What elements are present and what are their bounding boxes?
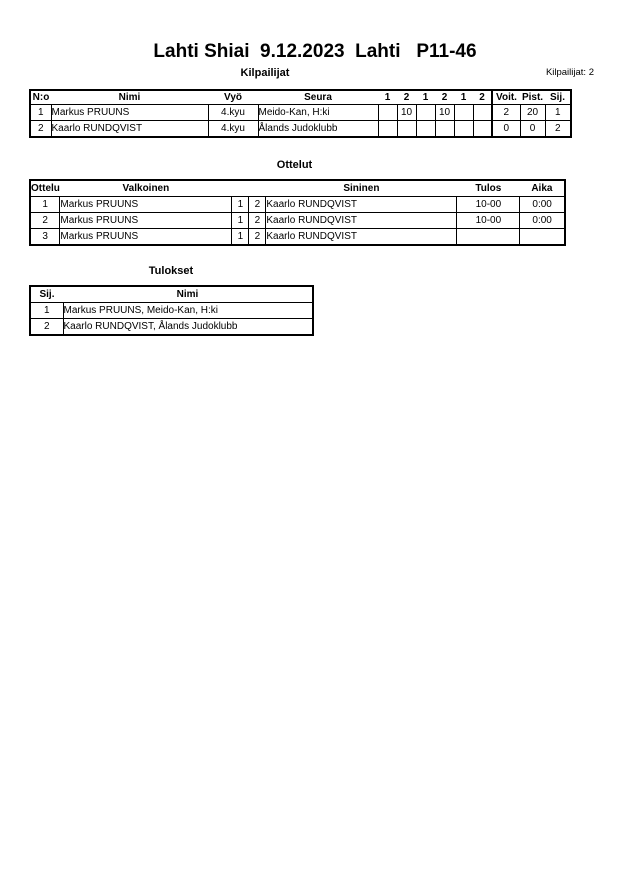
cell-score: 10 xyxy=(435,105,454,121)
cell-score xyxy=(435,121,454,138)
col-header-no: N:o xyxy=(30,90,51,105)
cell-match-no: 1 xyxy=(30,197,60,213)
col-header-match5: 1 xyxy=(454,90,473,105)
col-header-match2: 2 xyxy=(397,90,416,105)
kilpailijat-table xyxy=(29,89,572,138)
section-title-tulokset: Tulokset xyxy=(148,265,194,277)
col-header-vyo: Vyö xyxy=(208,90,258,105)
col-header-seura: Seura xyxy=(258,90,378,105)
cell-aika xyxy=(520,229,565,246)
section-title-kilpailijat: Kilpailijat xyxy=(240,67,290,79)
cell-tulos: 10-00 xyxy=(457,197,520,213)
cell-flag2: 2 xyxy=(249,197,266,213)
cell-no: 2 xyxy=(30,121,51,138)
cell-score: 10 xyxy=(397,105,416,121)
cell-voit: 0 xyxy=(492,121,520,138)
cell-score xyxy=(454,105,473,121)
col-header-ottelu: Ottelu xyxy=(30,180,60,197)
cell-score xyxy=(454,121,473,138)
cell-seura: Meido-Kan, H:ki xyxy=(258,105,378,121)
col-header-pist: Pist. xyxy=(521,92,544,103)
col-header-match3: 1 xyxy=(416,90,435,105)
cell-flag1: 1 xyxy=(232,197,249,213)
section-title-ottelut: Ottelut xyxy=(276,159,313,171)
cell-pist: 0 xyxy=(520,121,545,138)
tulokset-header-row xyxy=(30,286,313,303)
cell-nimi: Kaarlo RUNDQVIST xyxy=(51,121,208,138)
cell-valkoinen: Markus PRUUNS xyxy=(60,213,232,229)
cell-nimi: Kaarlo RUNDQVIST, Ålands Judoklubb xyxy=(63,319,313,336)
cell-flag1: 1 xyxy=(232,213,249,229)
cell-seura: Ålands Judoklubb xyxy=(258,121,378,138)
cell-vyo: 4.kyu xyxy=(208,121,258,138)
cell-flag2: 2 xyxy=(249,229,266,246)
cell-no: 1 xyxy=(30,105,51,121)
col-header-tulos: Tulos xyxy=(457,180,520,197)
cell-flag1: 1 xyxy=(232,229,249,246)
col-header-empty1 xyxy=(232,180,249,197)
cell-sininen: Kaarlo RUNDQVIST xyxy=(266,197,457,213)
competitors-count: Kilpailijat: 2 xyxy=(545,67,594,78)
col-header-match1: 1 xyxy=(378,90,397,105)
cell-sininen: Kaarlo RUNDQVIST xyxy=(266,213,457,229)
cell-match-no: 3 xyxy=(30,229,60,246)
col-header-nimi: Nimi xyxy=(51,90,208,105)
cell-aika: 0:00 xyxy=(520,197,565,213)
cell-score xyxy=(473,105,492,121)
col-header-valkoinen: Valkoinen xyxy=(60,180,232,197)
table-row xyxy=(30,229,565,246)
cell-sij: 1 xyxy=(30,303,63,319)
table-row xyxy=(30,303,313,319)
col-header-nimi: Nimi xyxy=(63,286,313,303)
tulokset-table xyxy=(29,285,314,336)
cell-score xyxy=(397,121,416,138)
col-header-sininen: Sininen xyxy=(266,180,457,197)
cell-score xyxy=(378,121,397,138)
cell-nimi: Markus PRUUNS xyxy=(51,105,208,121)
table-row xyxy=(30,105,571,121)
kilpailijat-header-row xyxy=(30,90,571,105)
table-row xyxy=(30,197,565,213)
cell-valkoinen: Markus PRUUNS xyxy=(60,197,232,213)
table-row xyxy=(30,319,313,336)
col-header-empty2 xyxy=(249,180,266,197)
cell-sij: 1 xyxy=(545,105,571,121)
cell-score xyxy=(416,105,435,121)
col-header-voit: Voit. xyxy=(492,90,520,105)
col-header-sij: Sij. xyxy=(545,90,571,105)
cell-vyo: 4.kyu xyxy=(208,105,258,121)
cell-sij: 2 xyxy=(545,121,571,138)
cell-flag2: 2 xyxy=(249,213,266,229)
col-header-match4: 2 xyxy=(435,90,454,105)
ottelut-table xyxy=(29,179,566,246)
cell-match-no: 2 xyxy=(30,213,60,229)
page-title: Lahti Shiai 9.12.2023 Lahti P11-46 xyxy=(153,41,477,62)
cell-aika: 0:00 xyxy=(520,213,565,229)
col-header-match6: 2 xyxy=(473,90,492,105)
table-row xyxy=(30,121,571,138)
cell-tulos xyxy=(457,229,520,246)
ottelut-header-row xyxy=(30,180,565,197)
col-header-sij: Sij. xyxy=(30,286,63,303)
cell-score xyxy=(416,121,435,138)
cell-score xyxy=(473,121,492,138)
cell-valkoinen: Markus PRUUNS xyxy=(60,229,232,246)
col-header-aika: Aika xyxy=(520,180,565,197)
cell-sij: 2 xyxy=(30,319,63,336)
cell-nimi: Markus PRUUNS, Meido-Kan, H:ki xyxy=(63,303,313,319)
cell-pist: 20 xyxy=(520,105,545,121)
cell-sininen: Kaarlo RUNDQVIST xyxy=(266,229,457,246)
cell-voit: 2 xyxy=(492,105,520,121)
table-row xyxy=(30,213,565,229)
cell-score xyxy=(378,105,397,121)
cell-tulos: 10-00 xyxy=(457,213,520,229)
